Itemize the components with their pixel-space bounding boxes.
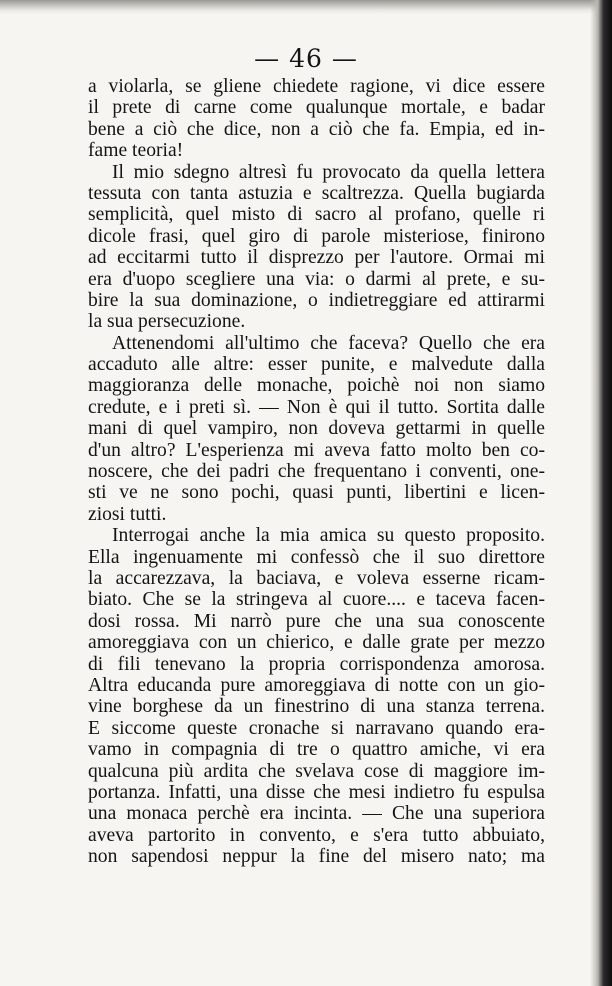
text-line: a violarla, se gliene chiedete ragione, vi dice essere xyxy=(88,76,545,97)
text-line: biato. Che se la stringeva al cuore.... e taceva facen- xyxy=(88,589,545,611)
text-line: Ella ingenuamente mi confessò che il suo direttore xyxy=(88,546,545,568)
text-line: E siccome queste cronache si narravano quando era- xyxy=(88,717,545,739)
page-binding-edge xyxy=(590,0,612,986)
text-line: vine borghese da un finestrino di una stanza terrena. xyxy=(88,696,545,718)
text-line: mani di quel vampiro, non doveva gettarmi in quelle xyxy=(88,418,545,440)
text-line: qualcuna più ardita che svelava cose di maggiore im- xyxy=(88,760,545,782)
text-line: dicole frasi, quel giro di parole misteriose, finirono xyxy=(88,225,545,247)
text-line: Altra educanda pure amoreggiava di notte con un gio- xyxy=(88,674,545,696)
text-line: d'un altro? L'esperienza mi aveva fatto molto ben co- xyxy=(88,439,545,461)
text-line: aveva partorito in convento, e s'era tutto abbuiato, xyxy=(88,824,545,846)
page-top-shadow xyxy=(0,0,612,14)
page-number: — 46 — xyxy=(254,44,358,73)
text-line: Interrogai anche la mia amica su questo proposito. xyxy=(112,525,545,547)
text-line: ad eccitarmi tutto il disprezzo per l'autore. Ormai mi xyxy=(88,247,545,269)
text-line: bene a ciò che dice, non a ciò che fa. Empia, ed in- xyxy=(88,118,545,140)
text-line: era d'uopo scegliere una via: o darmi al prete, e su- xyxy=(88,268,545,290)
text-line: amoreggiava con un chierico, e dalle grate per mezzo xyxy=(88,632,545,654)
text-line: di fili tenevano la propria corrispondenza amorosa. xyxy=(88,653,545,675)
text-line: la sua persecuzione. xyxy=(88,311,246,333)
text-line: una monaca perchè era incinta. — Che una superiora xyxy=(88,803,545,825)
text-line: semplicità, quel misto di sacro al profano, quelle ri xyxy=(88,204,545,226)
text-line: noscere, che dei padri che frequentano i conventi, one- xyxy=(88,461,545,483)
text-line: dosi rossa. Mi narrò pure che una sua conoscente xyxy=(88,610,545,632)
text-line: non sapendosi neppur la fine del misero nato; ma xyxy=(88,846,545,868)
text-line: accaduto alle altre: esser punite, e malvedute dalla xyxy=(88,354,545,376)
text-line: portanza. Infatti, una disse che mesi indietro fu espulsa xyxy=(88,781,545,803)
text-line: fame teoria! xyxy=(88,140,184,162)
text-line: la accarezzava, la baciava, e voleva esserne ricam- xyxy=(88,567,545,589)
text-line: Il mio sdegno altresì fu provocato da quella lettera xyxy=(112,161,545,183)
text-line: sti ve ne sono pochi, quasi punti, libertini e licen- xyxy=(88,482,545,504)
text-line: maggioranza delle monache, poichè noi non siamo xyxy=(88,375,545,397)
text-line: credute, e i preti sì. — Non è qui il tutto. Sortita dalle xyxy=(88,396,545,418)
body-text xyxy=(88,76,545,867)
text-line: tessuta con tanta astuzia e scaltrezza. Quella bugiarda xyxy=(88,182,545,204)
text-line: vamo in compagnia di tre o quattro amiche, vi era xyxy=(88,739,545,761)
text-line: ziosi tutti. xyxy=(88,503,167,525)
text-line: Attenendomi all'ultimo che faceva? Quello che era xyxy=(112,332,545,354)
text-line: il prete di carne come qualunque mortale, e badar xyxy=(88,97,545,119)
text-line: bire la sua dominazione, o indietreggiare ed attirarmi xyxy=(88,289,545,311)
